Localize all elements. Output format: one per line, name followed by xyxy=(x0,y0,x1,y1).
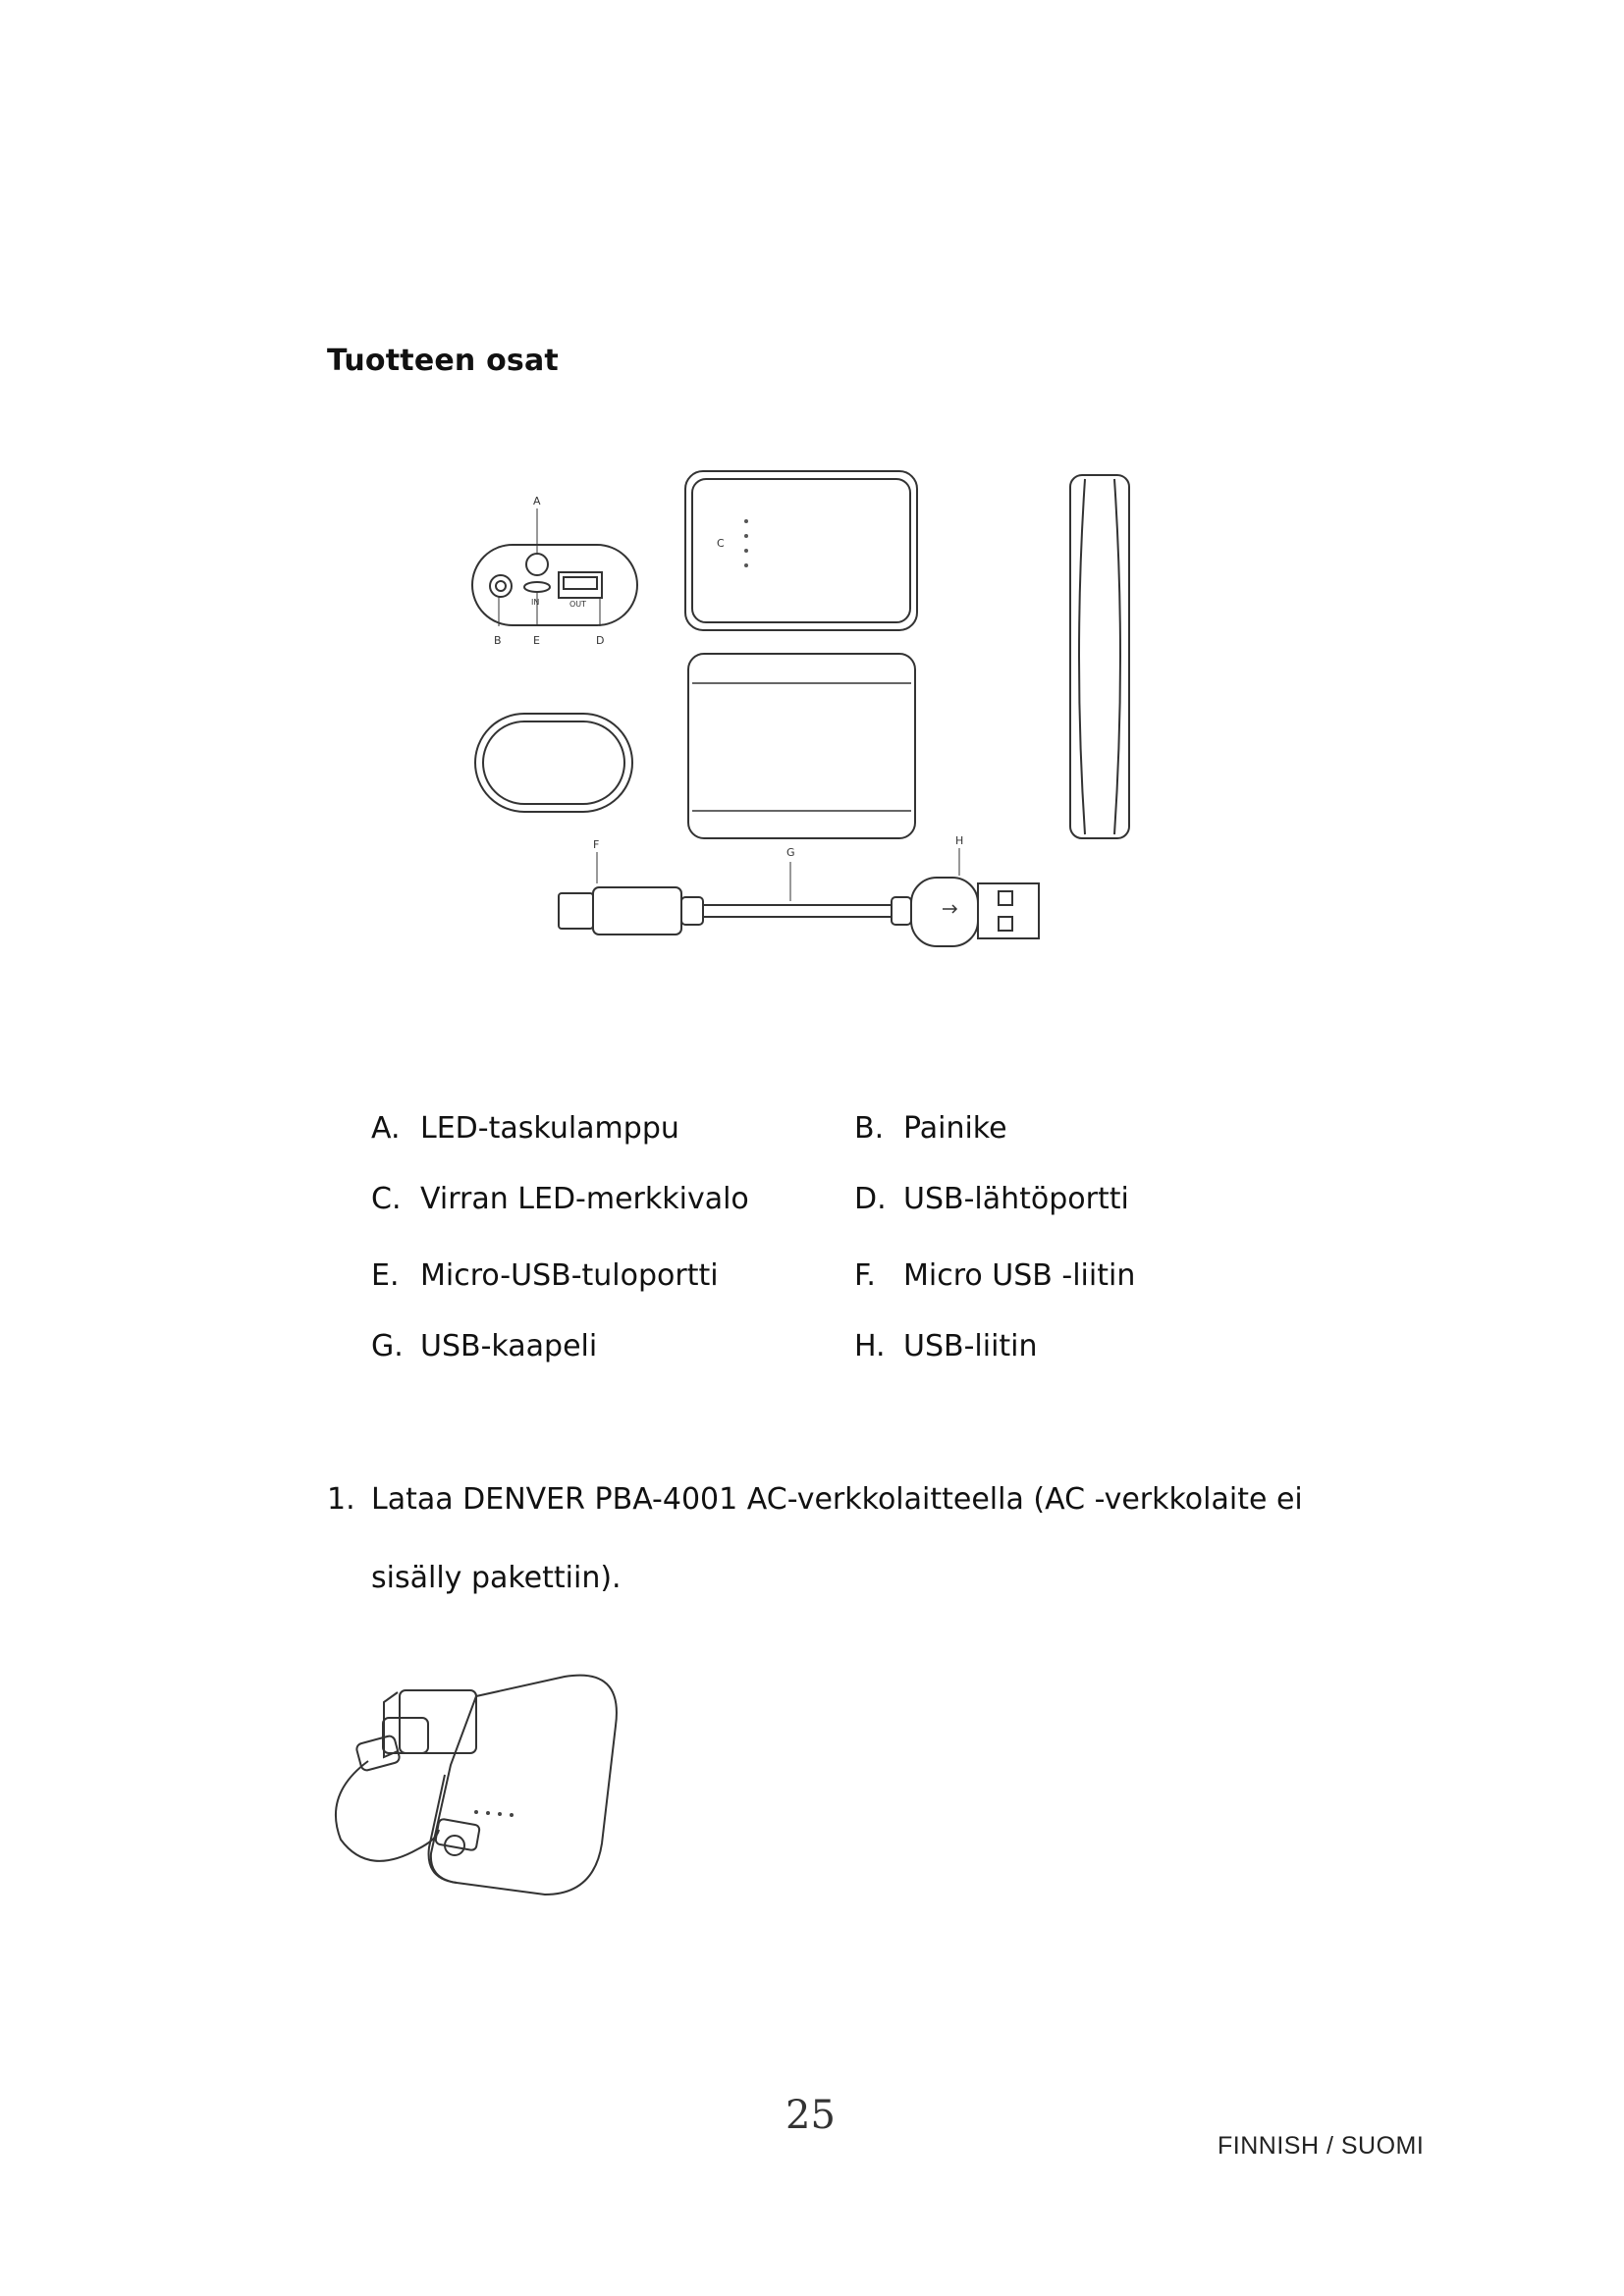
label-b: B xyxy=(494,634,502,647)
part-c: C. Virran LED-merkkivalo xyxy=(371,1182,749,1216)
power-led-indicator-drawing xyxy=(744,519,748,567)
led-flashlight-drawing xyxy=(526,554,548,575)
charging-illustration xyxy=(329,1637,643,1932)
part-e: E. Micro-USB-tuloportti xyxy=(371,1258,719,1293)
label-f: F xyxy=(593,838,600,851)
label-e: E xyxy=(533,634,540,647)
side-view-drawing xyxy=(1070,475,1129,838)
step-text: Lataa DENVER PBA-4001 AC-verkkolaitteella (AC -verkkolaite ei sisälly pakettiin). xyxy=(371,1482,1303,1595)
label-d: D xyxy=(596,634,605,647)
part-d: D. USB-lähtöportti xyxy=(854,1182,1129,1216)
language-label: FINNISH / SUOMI xyxy=(1218,2132,1425,2160)
front-view-drawing xyxy=(688,654,915,838)
usb-connector-drawing xyxy=(911,878,978,946)
wall-socket-drawing xyxy=(400,1690,476,1753)
usb-cable-drawing xyxy=(559,848,1039,946)
part-b: B. Painike xyxy=(854,1111,1007,1146)
label-in: IN xyxy=(531,598,540,607)
product-parts-diagram xyxy=(457,440,1203,1011)
label-c: C xyxy=(717,537,725,550)
end-view-drawing xyxy=(475,714,632,812)
step-number: 1. xyxy=(327,1482,355,1517)
end-view-ports-drawing xyxy=(472,508,637,626)
label-g: G xyxy=(786,846,795,859)
part-g: G. USB-kaapeli xyxy=(371,1329,598,1363)
button-drawing xyxy=(490,575,512,597)
section-heading: Tuotteen osat xyxy=(327,344,559,378)
top-view-drawing xyxy=(685,471,917,630)
label-h: H xyxy=(955,834,964,847)
label-a: A xyxy=(533,495,541,507)
powerbank-drawing xyxy=(431,1676,617,1895)
micro-usb-connector-drawing xyxy=(593,887,681,934)
label-out: OUT xyxy=(569,600,587,609)
part-h: H. USB-liitin xyxy=(854,1329,1038,1363)
usb-out-port-drawing xyxy=(559,572,602,598)
usb-symbol-icon xyxy=(943,905,956,913)
charging-cable-drawing xyxy=(336,1761,439,1861)
part-a: A. LED-taskulamppu xyxy=(371,1111,679,1146)
part-f: F. Micro USB -liitin xyxy=(854,1258,1136,1293)
page-number: 25 xyxy=(785,2093,836,2138)
micro-usb-port-drawing xyxy=(524,582,550,592)
micro-usb-tip-drawing xyxy=(559,893,593,929)
